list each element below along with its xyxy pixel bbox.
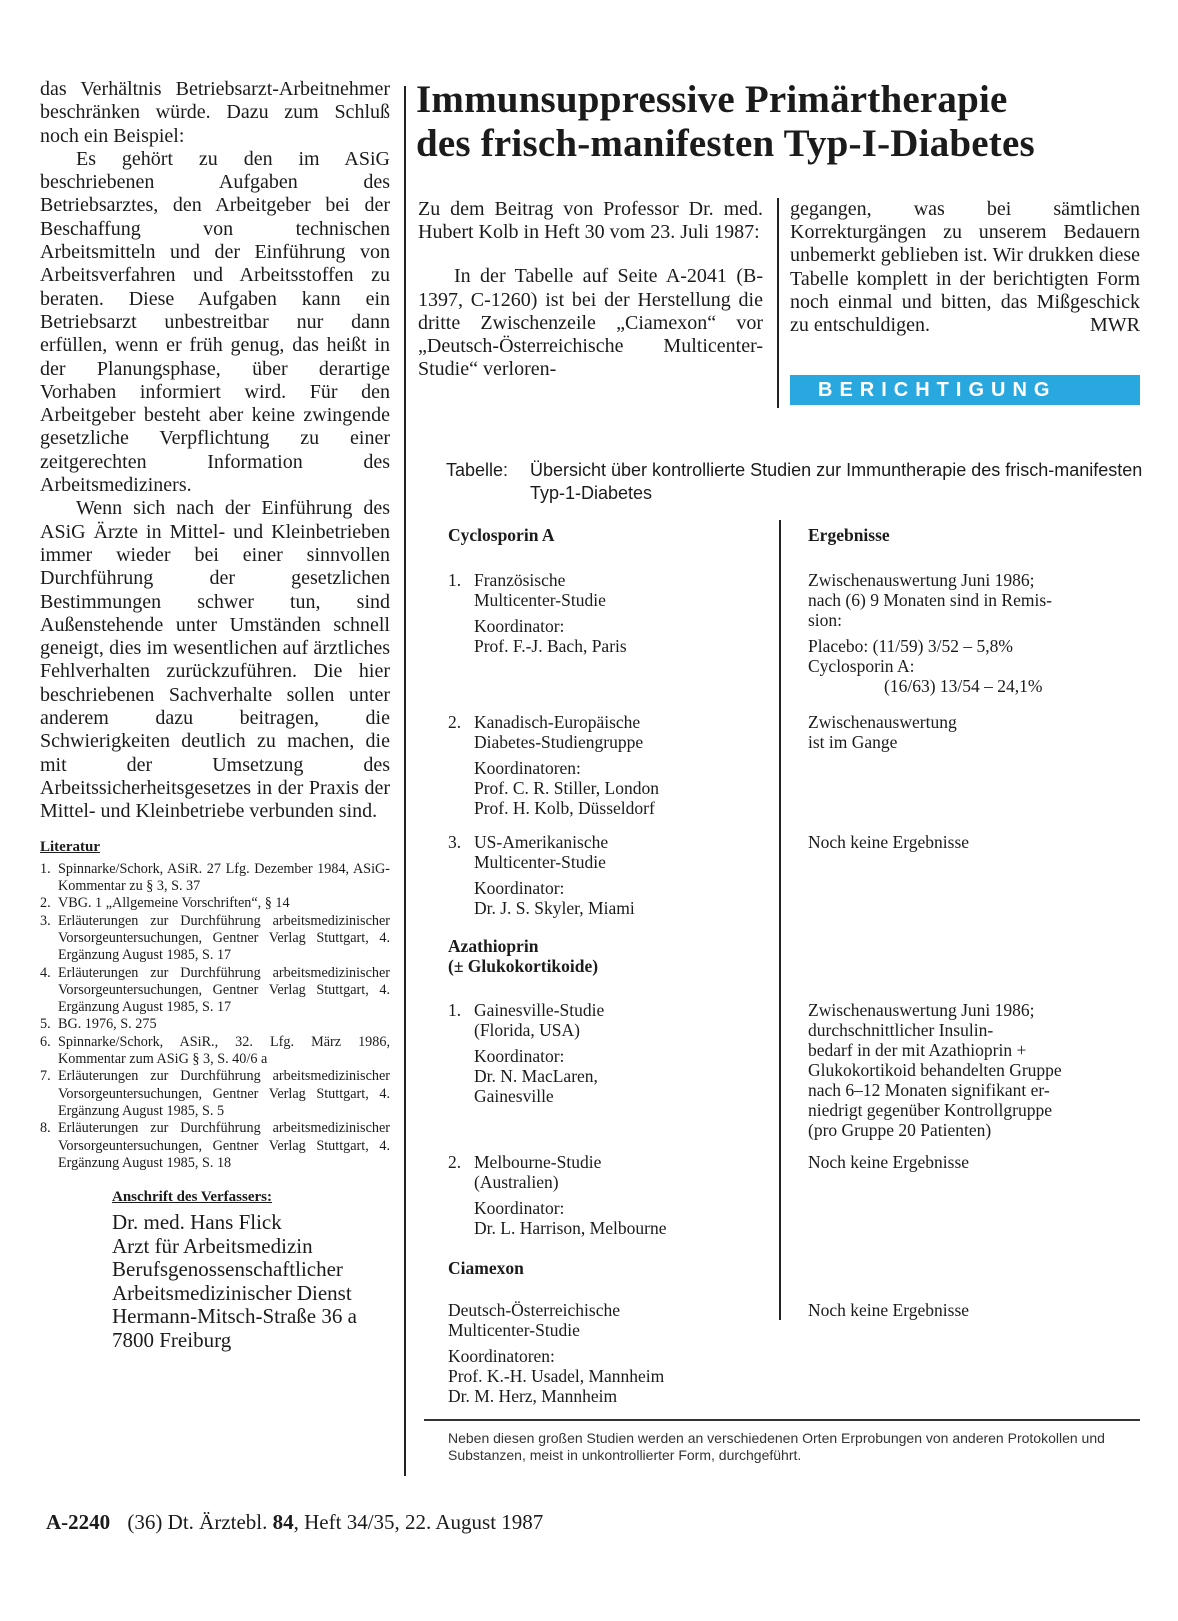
study-name	[474, 832, 635, 918]
coordinator-label: Koordinator:	[474, 616, 565, 636]
study-name	[474, 570, 627, 656]
result-line: durchschnittlicher Insulin-	[808, 1020, 994, 1040]
title-line-1: Immunsuppressive Primärtherapie	[416, 78, 1008, 121]
coordinator-name: Prof. C. R. Stiller, London	[474, 778, 659, 798]
author-signature: MWR	[1090, 314, 1140, 337]
address-heading: Anschrift des Verfassers:	[112, 1189, 272, 1206]
coordinator-label: Koordinator:	[474, 1046, 565, 1066]
study-result: Noch keine Ergebnisse	[808, 1152, 970, 1172]
table-caption-text: Übersicht über kontrollierte Studien zur Immuntherapie des frisch-manifesten Typ-1-Diabetes	[530, 460, 1143, 503]
literature-text: Erläuterungen zur Durchführung arbeitsmedizinischer Vorsorgeuntersuchungen, Gentner Verlag Stuttgart, 4. Ergänzung August 1985, S. 17	[58, 964, 390, 1016]
azathioprin-heading-line: Azathioprin	[448, 936, 539, 956]
table-bottom-rule	[424, 1419, 1140, 1421]
intro-column-b	[790, 198, 1140, 337]
title-line-2: des frisch-manifesten Typ-I-Diabetes	[416, 122, 1035, 165]
result-line: Zwischenauswertung	[808, 712, 957, 732]
study-name-line: US-Amerikanische	[474, 832, 609, 852]
study-number: 1.	[448, 1000, 462, 1020]
result-line: nach (6) 9 Monaten sind in Remis-	[808, 590, 1052, 610]
literature-number: 6.	[40, 1033, 51, 1050]
table-header-cyclosporin: Cyclosporin A	[448, 525, 555, 545]
result-line: Zwischenauswertung Juni 1986;	[808, 570, 1035, 590]
literature-heading: Literatur	[40, 838, 100, 855]
cyclosporin-result: (16/63) 13/54 – 24,1%	[884, 676, 1043, 696]
journal-ref: (36) Dt. Ärztebl.	[127, 1510, 268, 1534]
result-line: sion:	[808, 610, 843, 630]
intro-paragraph-2-end: gegangen, was bei sämtlichen Korrekturgängen zu unserem Bedauern unbemerkt geblieben ist. Wir drukken diese Tabelle komplett in der berichtigten Form noch einmal und bitten, das Mißgeschick zu entschuldigen.	[790, 198, 1140, 337]
address-line: 7800 Freiburg	[112, 1327, 232, 1352]
literature-number: 8.	[40, 1120, 51, 1137]
study-name	[474, 1000, 604, 1106]
left-paragraph-1: das Verhältnis Betriebsarzt-Arbeitnehmer beschränken würde. Dazu zum Schluß noch ein Beispiel:	[40, 78, 390, 147]
coordinator-label: Koordinatoren:	[474, 758, 581, 778]
result-line: nach 6–12 Monaten signifikant er-	[808, 1080, 1050, 1100]
study-name-line: Diabetes-Studiengruppe	[474, 732, 644, 752]
study-number: 3.	[448, 832, 462, 852]
study-result: Noch keine Ergebnisse	[808, 832, 970, 852]
page-number: A-2240	[46, 1510, 111, 1534]
literature-text: BG. 1976, S. 275	[58, 1016, 157, 1033]
coordinator-name: Prof. F.-J. Bach, Paris	[474, 636, 627, 656]
literature-item	[40, 1034, 390, 1069]
study-name-line: Gainesville-Studie	[474, 1000, 605, 1020]
literature-text: Erläuterungen zur Durchführung arbeitsmedizinischer Vorsorgeuntersuchungen, Gentner Verlag Stuttgart, 4. Ergänzung August 1985, S. 18	[58, 1120, 390, 1171]
correction-banner: BERICHTIGUNG	[790, 375, 1140, 405]
address-line: Arzt für Arbeitsmedizin	[112, 1233, 313, 1258]
study-name-line: (Florida, USA)	[474, 1020, 580, 1040]
coordinator-name: Dr. L. Harrison, Melbourne	[474, 1218, 667, 1238]
result-line: niedrigt gegenüber Kontrollgruppe	[808, 1100, 1052, 1120]
article-title	[416, 78, 1156, 166]
literature-item	[40, 861, 390, 896]
study-name-line: Melbourne-Studie	[474, 1152, 602, 1172]
author-address	[112, 1211, 390, 1352]
page-footer	[46, 1510, 543, 1535]
result-line: bedarf in der mit Azathioprin +	[808, 1040, 1027, 1060]
literature-text: Spinnarke/Schork, ASiR. 27 Lfg. Dezember 1984, ASiG-Kommentar zu § 3, S. 37	[58, 860, 390, 895]
literature-number: 7.	[40, 1068, 51, 1085]
column-divider	[404, 86, 406, 1476]
study-name-line: Französische	[474, 570, 566, 590]
study-name	[448, 1300, 664, 1406]
literature-text: Erläuterungen zur Durchführung arbeitsmedizinischer Vorsorgeuntersuchungen, Gentner Verlag Stuttgart, 4. Ergänzung August 1985, S. 17	[58, 912, 390, 964]
intro-divider	[777, 198, 779, 408]
coordinator-label: Koordinator:	[474, 1198, 565, 1218]
result-line: Zwischenauswertung Juni 1986;	[808, 1000, 1035, 1020]
literature-number: 2.	[40, 895, 51, 912]
address-line: Arbeitsmedizinischer Dienst	[112, 1280, 352, 1305]
literature-item	[40, 913, 390, 965]
address-line: Hermann-Mitsch-Straße 36 a	[112, 1304, 357, 1329]
coordinator-name: Dr. N. MacLaren,	[474, 1066, 598, 1086]
study-number: 1.	[448, 570, 462, 590]
literature-number: 4.	[40, 964, 51, 981]
journal-volume: 84	[272, 1510, 294, 1534]
left-paragraph-3: Wenn sich nach der Einführung des ASiG Ärzte in Mittel- und Kleinbetrieben immer wieder bei einer sinnvollen Durchführung der gesetzlichen Bestimmungen schwer tun, sind Außenstehende unter Umständen schnell geneigt, dies im wesentlichen auf ärztliches Fehlverhalten zurückzuführen. Die hier beschriebenen Sachverhalte sollen unter anderem dazu beitragen, die Schwierigkeiten deutlich zu machen, die mit der Umsetzung des Arbeitssicherheitsgesetzes in der Praxis der Mittel- und Kleinbetriebe verbunden sind.	[40, 497, 390, 823]
study-name	[474, 1152, 666, 1238]
coordinator-label: Koordinatoren:	[448, 1346, 555, 1366]
study-name-line: (Australien)	[474, 1172, 559, 1192]
address-line: Berufsgenossenschaftlicher	[112, 1257, 343, 1282]
azathioprin-heading	[448, 936, 598, 976]
intro-paragraph-2-start: In der Tabelle auf Seite A-2041 (B-1397, C-1260) ist bei der Herstellung die dritte Zwischenzeile „Ciamexon“ vor „Deutsch-Österreichische Multicenter-Studie“ verloren-	[418, 265, 763, 381]
coordinator-name: Prof. H. Kolb, Düsseldorf	[474, 798, 655, 818]
azathioprin-heading-line: (± Glukokortikoide)	[448, 956, 599, 976]
study-name-line: Kanadisch-Europäische	[474, 712, 641, 732]
literature-item	[40, 965, 390, 1017]
result-line: (pro Gruppe 20 Patienten)	[808, 1120, 992, 1140]
study-name-line: Multicenter-Studie	[474, 852, 606, 872]
intro-column-a	[418, 198, 763, 381]
coordinator-name: Dr. J. S. Skyler, Miami	[474, 898, 635, 918]
table-footnote: Neben diesen großen Studien werden an verschiedenen Orten Erprobungen von anderen Protokollen und Substanzen, meist in unkontrollierter Form, durchgeführt.	[448, 1430, 1105, 1463]
placebo-result: Placebo: (11/59) 3/52 – 5,8%	[808, 636, 1013, 656]
literature-number: 1.	[40, 860, 51, 877]
table-caption	[446, 459, 1146, 505]
coordinator-name: Dr. M. Herz, Mannheim	[448, 1386, 618, 1406]
table-header-results: Ergebnisse	[808, 525, 890, 545]
literature-item	[40, 1068, 390, 1120]
literature-number: 5.	[40, 1016, 51, 1033]
study-name-line: Multicenter-Studie	[448, 1320, 580, 1340]
intro-paragraph-1: Zu dem Beitrag von Professor Dr. med. Hubert Kolb in Heft 30 vom 23. Juli 1987:	[418, 198, 763, 244]
study-result	[808, 712, 957, 752]
study-number: 2.	[448, 712, 462, 732]
literature-text: Erläuterungen zur Durchführung arbeitsmedizinischer Vorsorgeuntersuchungen, Gentner Verlag Stuttgart, 4. Ergänzung August 1985, S. 5	[58, 1068, 390, 1119]
coordinator-name: Prof. K.-H. Usadel, Mannheim	[448, 1366, 665, 1386]
left-column	[40, 78, 390, 1352]
study-result	[808, 1000, 1062, 1140]
result-line: Glukokortikoid behandelten Gruppe	[808, 1060, 1062, 1080]
literature-item	[40, 1120, 390, 1172]
study-name-line: Deutsch-Österreichische	[448, 1300, 621, 1320]
study-result: Noch keine Ergebnisse	[808, 1300, 970, 1320]
literature-text: VBG. 1 „Allgemeine Vorschriften“, § 14	[58, 895, 290, 912]
literature-list	[40, 861, 390, 1172]
result-line: ist im Gange	[808, 732, 898, 752]
cyclosporin-label: Cyclosporin A:	[808, 656, 915, 676]
left-paragraph-2: Es gehört zu den im ASiG beschriebenen Aufgaben des Betriebsarztes, den Arbeitgeber bei der Beschaffung von technischen Arbeitsmitteln und der Einführung von Arbeitsverfahren und Arbeitsstoffen zu beraten. Diese Aufgaben kann ein Betriebsarzt unbestreitbar nur dann erfüllen, wenn er früh genug, das heißt in der Planungsphase, über derartige Vorhaben informiert wird. Für den Arbeitgeber besteht aber keine zwingende gesetzliche Verpflichtung zu einer zeitgerechten Information des Arbeitsmediziners.	[40, 147, 390, 497]
literature-number: 3.	[40, 912, 51, 929]
table-caption-label: Tabelle:	[446, 460, 509, 480]
literature-text: Spinnarke/Schork, ASiR., 32. Lfg. März 1986, Kommentar zum ASiG § 3, S. 40/6 a	[58, 1033, 390, 1068]
ciamexon-heading: Ciamexon	[448, 1258, 524, 1278]
study-result	[808, 570, 1052, 696]
journal-issue: , Heft 34/35, 22. August 1987	[293, 1510, 544, 1534]
literature-item	[40, 1016, 390, 1033]
study-name	[474, 712, 659, 818]
study-name-line: Multicenter-Studie	[474, 590, 606, 610]
coordinator-name: Gainesville	[474, 1086, 554, 1106]
coordinator-label: Koordinator:	[474, 878, 565, 898]
literature-item	[40, 895, 390, 912]
address-line: Dr. med. Hans Flick	[112, 1210, 282, 1235]
table-column-divider	[779, 520, 781, 1320]
study-number: 2.	[448, 1152, 462, 1172]
